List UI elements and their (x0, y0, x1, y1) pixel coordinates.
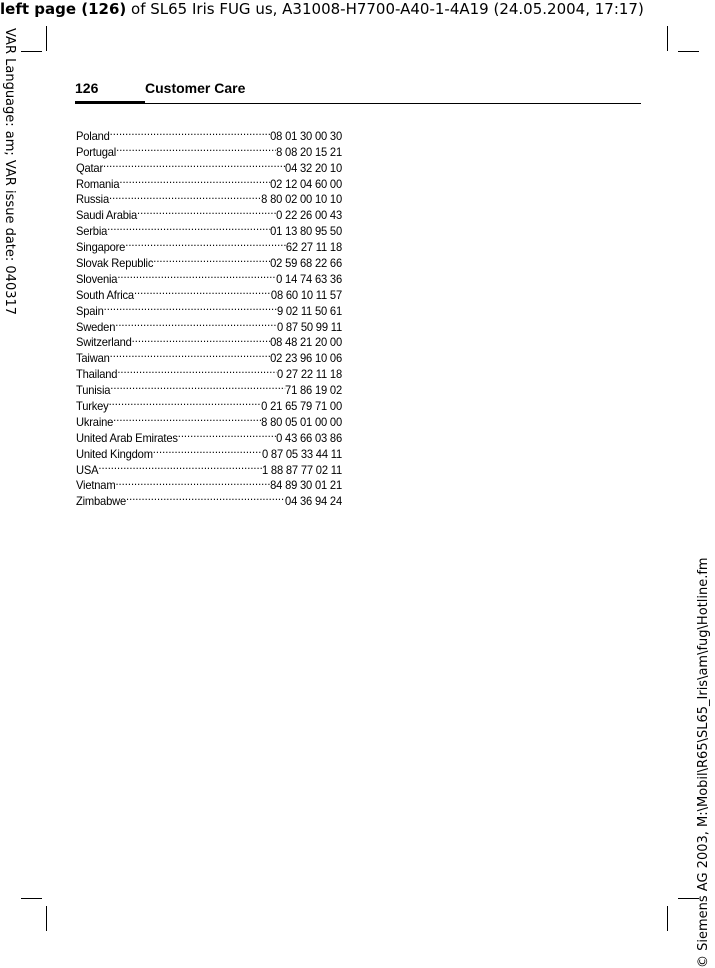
dot-leader (125, 235, 286, 251)
hotline-row (76, 203, 342, 223)
dot-leader (134, 283, 271, 299)
hotline-row (76, 219, 342, 239)
hotline-country: Poland (76, 128, 110, 143)
hotline-number: 0 87 50 99 11 (276, 319, 342, 334)
dot-leader (109, 188, 261, 204)
crop-mark (46, 906, 47, 931)
print-header (0, 0, 715, 20)
hotline-number: 0 27 22 11 18 (276, 367, 342, 382)
hotline-number: 02 59 68 22 66 (270, 256, 342, 271)
hotline-row (76, 251, 342, 271)
hotline-number: 8 08 20 15 21 (276, 144, 342, 159)
hotline-number: 1 88 87 77 02 11 (262, 462, 342, 477)
hotline-country: USA (76, 462, 99, 477)
hotline-country: Thailand (76, 367, 118, 382)
header-rule-thin (145, 103, 641, 104)
hotline-number: 08 48 21 20 00 (270, 335, 342, 350)
hotline-row (76, 172, 342, 191)
hotline-number: 8 80 02 00 10 10 (261, 192, 342, 207)
hotline-number: 08 60 10 11 57 (270, 287, 342, 302)
hotline-row (76, 458, 342, 477)
hotline-country: Singapore (76, 240, 126, 255)
hotline-country: Slovenia (76, 271, 118, 286)
hotline-country: Zimbabwe (76, 494, 127, 509)
hotline-row (76, 124, 342, 143)
hotline-row (76, 267, 342, 286)
dot-leader (137, 203, 276, 219)
print-header-doc-info: of SL65 Iris FUG us, A31008-H7700-A40-1-4A19 (24.05.2004, 17:17) (126, 0, 644, 18)
dot-leader (119, 172, 270, 188)
hotline-country: Sweden (76, 319, 116, 334)
dot-leader (107, 219, 270, 235)
hotline-list (76, 124, 342, 509)
dot-leader (153, 251, 270, 267)
dot-leader (116, 140, 276, 156)
hotline-number: 04 32 20 10 (285, 160, 342, 175)
dot-leader (178, 426, 276, 442)
hotline-number: 0 14 74 63 36 (276, 271, 342, 286)
dot-leader (103, 156, 285, 172)
hotline-row (76, 362, 342, 382)
hotline-country: Slovak Republic (76, 256, 154, 271)
hotline-number: 0 43 66 03 86 (276, 430, 342, 445)
page-title: Customer Care (145, 80, 246, 96)
side-margin-copyright (696, 557, 714, 968)
hotline-row (76, 156, 342, 175)
side-margin-language-info (1, 28, 19, 328)
hotline-number: 02 12 04 60 00 (270, 176, 342, 191)
hotline-country: United Kingdom (76, 446, 153, 461)
hotline-number: 71 86 19 02 (285, 383, 342, 398)
hotline-country: South Africa (76, 287, 134, 302)
hotline-number: 8 80 05 01 00 00 (261, 414, 342, 429)
page-header (75, 79, 641, 105)
crop-mark (667, 26, 668, 51)
hotline-country: Spain (76, 303, 104, 318)
hotline-country: Turkey (76, 399, 109, 414)
hotline-country: Ukraine (76, 414, 114, 429)
hotline-number: 0 21 65 79 71 00 (261, 399, 342, 414)
dot-leader (153, 442, 262, 458)
hotline-country: Russia (76, 192, 110, 207)
dot-leader (104, 299, 277, 315)
dot-leader (132, 331, 270, 347)
dot-leader (117, 362, 277, 378)
dot-leader (110, 124, 270, 140)
hotline-number: 0 22 26 00 43 (276, 208, 342, 223)
hotline-country: Taiwan (76, 351, 110, 366)
copyright-path-text: © Siemens AG 2003, M:\Mobil\R65\SL65_Iris\am\fug\Hotline.fm (696, 557, 711, 968)
hotline-number: 9 02 11 50 61 (276, 303, 342, 318)
dot-leader (110, 346, 270, 362)
hotline-number: 04 36 94 24 (285, 494, 342, 509)
dot-leader (115, 315, 277, 331)
hotline-row (76, 410, 342, 429)
hotline-number: 08 01 30 00 30 (270, 128, 342, 143)
crop-mark (678, 51, 699, 52)
hotline-row (76, 331, 342, 350)
hotline-row (76, 474, 342, 493)
hotline-country: Qatar (76, 160, 103, 175)
hotline-country: Saudi Arabia (76, 208, 138, 223)
dot-leader (113, 410, 261, 426)
hotline-row (76, 315, 342, 334)
hotline-row (76, 299, 342, 318)
crop-mark (21, 51, 42, 52)
dot-leader (117, 267, 276, 283)
hotline-country: United Arab Emirates (76, 430, 178, 445)
dot-leader (109, 394, 262, 410)
hotline-country: Portugal (76, 144, 117, 159)
header-rule-thick (75, 101, 145, 104)
hotline-row (76, 394, 342, 414)
language-issue-text: VAR Language: am; VAR issue date: 040317 (2, 28, 17, 316)
dot-leader (126, 489, 285, 505)
hotline-number: 62 27 11 18 (285, 240, 342, 255)
hotline-number: 0 87 05 33 44 11 (262, 446, 342, 461)
crop-mark (21, 898, 42, 899)
hotline-number: 02 23 96 10 06 (270, 351, 342, 366)
crop-mark (46, 26, 47, 51)
hotline-row (76, 283, 342, 302)
hotline-country: Tunisia (76, 383, 111, 398)
hotline-row (76, 188, 342, 207)
hotline-row (76, 426, 342, 445)
page-number: 126 (75, 80, 99, 96)
hotline-row (76, 235, 342, 255)
dot-leader (115, 474, 270, 490)
hotline-country: Serbia (76, 224, 108, 239)
hotline-row (76, 489, 342, 509)
hotline-row (76, 346, 342, 366)
crop-mark (667, 906, 668, 931)
hotline-row (76, 378, 342, 398)
dot-leader (110, 378, 285, 394)
print-header-page-ref: left page (126) (0, 0, 127, 18)
hotline-number: 01 13 80 95 50 (270, 224, 342, 239)
dot-leader (98, 458, 262, 474)
hotline-number: 84 89 30 01 21 (270, 478, 342, 493)
hotline-country: Romania (76, 176, 120, 191)
hotline-country: Switzerland (76, 335, 132, 350)
hotline-row (76, 442, 342, 461)
hotline-country: Vietnam (76, 478, 116, 493)
hotline-row (76, 140, 342, 159)
